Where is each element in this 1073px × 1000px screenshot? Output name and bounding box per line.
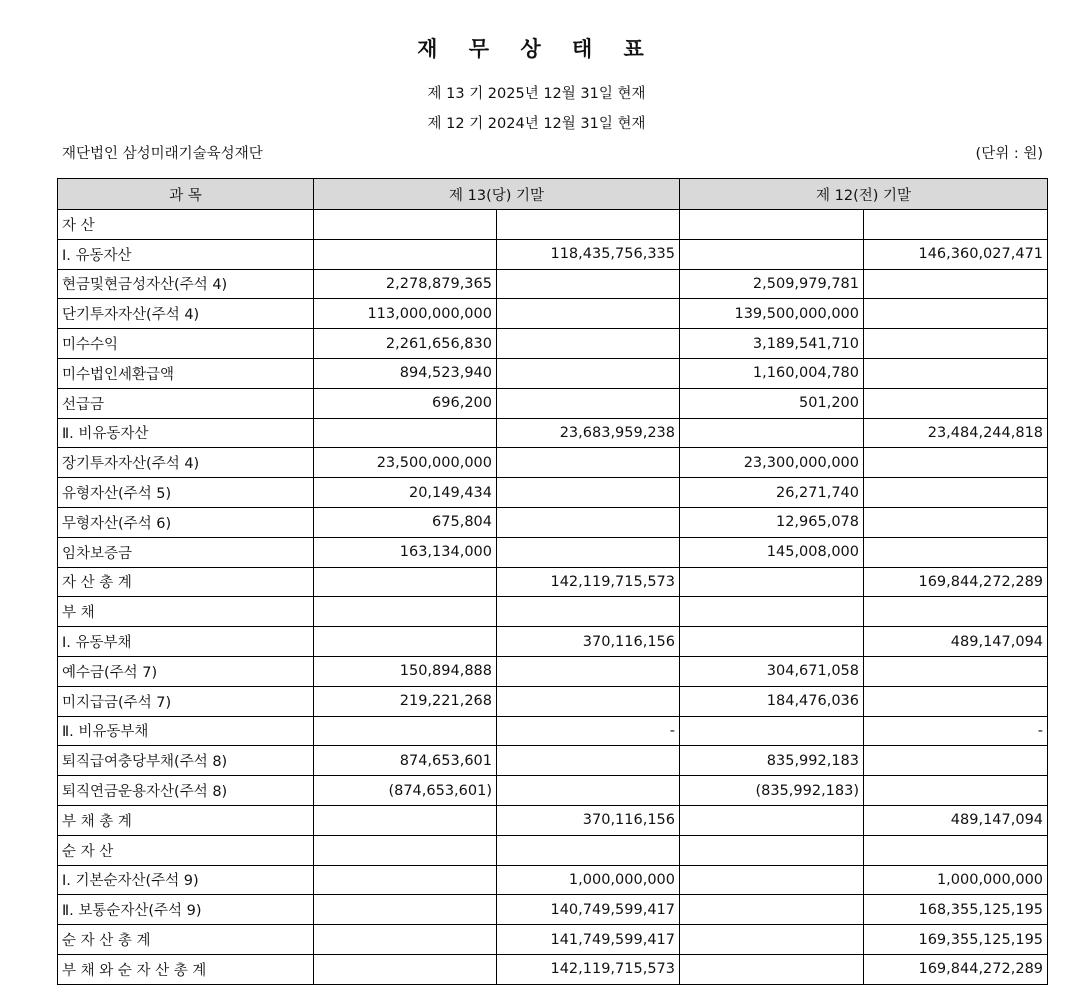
prior-detail-amount: 835,992,183 xyxy=(680,746,864,776)
row-label: 무형자산(주석 6) xyxy=(58,507,314,537)
prior-detail-amount xyxy=(680,865,864,895)
prior-subtotal-amount xyxy=(864,448,1048,478)
table-row xyxy=(58,269,1048,299)
table-row xyxy=(58,448,1048,478)
current-subtotal-amount xyxy=(497,537,680,567)
table-row xyxy=(58,507,1048,537)
row-label: 자 산 xyxy=(58,210,314,240)
prior-detail-amount: 26,271,740 xyxy=(680,478,864,508)
current-detail-amount xyxy=(314,925,497,955)
prior-subtotal-amount: 168,355,125,195 xyxy=(864,895,1048,925)
row-label: 퇴직급여충당부채(주석 8) xyxy=(58,746,314,776)
row-label: 퇴직연금운용자산(주석 8) xyxy=(58,776,314,806)
prior-subtotal-amount: 1,000,000,000 xyxy=(864,865,1048,895)
entity-name: 재단법인 삼성미래기술육성재단 xyxy=(62,146,263,162)
prior-subtotal-amount: 489,147,094 xyxy=(864,805,1048,835)
subject-column-header: 과 목 xyxy=(58,179,314,210)
prior-detail-amount xyxy=(680,835,864,865)
current-subtotal-amount: 140,749,599,417 xyxy=(497,895,680,925)
table-row xyxy=(58,627,1048,657)
table-row xyxy=(58,805,1048,835)
row-label: 미수수익 xyxy=(58,329,314,359)
current-detail-amount: 219,221,268 xyxy=(314,686,497,716)
current-detail-amount: 23,500,000,000 xyxy=(314,448,497,478)
prior-detail-amount: 23,300,000,000 xyxy=(680,448,864,478)
table-row xyxy=(58,716,1048,746)
prior-subtotal-amount xyxy=(864,656,1048,686)
row-label: 부 채 와 순 자 산 총 계 xyxy=(58,954,314,984)
current-period-column-header: 제 13(당) 기말 xyxy=(314,179,680,210)
row-label: 부 채 xyxy=(58,597,314,627)
prior-subtotal-amount xyxy=(864,210,1048,240)
table-row xyxy=(58,418,1048,448)
current-detail-amount: 113,000,000,000 xyxy=(314,299,497,329)
prior-subtotal-amount xyxy=(864,537,1048,567)
current-detail-amount: 675,804 xyxy=(314,507,497,537)
prior-detail-amount: 501,200 xyxy=(680,388,864,418)
prior-subtotal-amount: 169,844,272,289 xyxy=(864,954,1048,984)
prior-detail-amount: 139,500,000,000 xyxy=(680,299,864,329)
prior-subtotal-amount xyxy=(864,835,1048,865)
current-subtotal-amount xyxy=(497,448,680,478)
prior-detail-amount: 12,965,078 xyxy=(680,507,864,537)
current-detail-amount xyxy=(314,716,497,746)
current-subtotal-amount xyxy=(497,597,680,627)
table-row xyxy=(58,746,1048,776)
row-label: 부 채 총 계 xyxy=(58,805,314,835)
prior-subtotal-amount xyxy=(864,686,1048,716)
prior-subtotal-amount: 146,360,027,471 xyxy=(864,239,1048,269)
current-detail-amount: 2,278,879,365 xyxy=(314,269,497,299)
current-detail-amount xyxy=(314,627,497,657)
current-subtotal-amount: 141,749,599,417 xyxy=(497,925,680,955)
current-subtotal-amount xyxy=(497,210,680,240)
prior-period-column-header: 제 12(전) 기말 xyxy=(680,179,1048,210)
prior-subtotal-amount xyxy=(864,329,1048,359)
row-label: 장기투자자산(주석 4) xyxy=(58,448,314,478)
current-detail-amount xyxy=(314,418,497,448)
current-detail-amount xyxy=(314,865,497,895)
prior-detail-amount xyxy=(680,954,864,984)
current-subtotal-amount xyxy=(497,746,680,776)
current-detail-amount: 894,523,940 xyxy=(314,358,497,388)
table-row xyxy=(58,299,1048,329)
row-label: 현금및현금성자산(주석 4) xyxy=(58,269,314,299)
prior-detail-amount xyxy=(680,418,864,448)
table-row xyxy=(58,239,1048,269)
prior-detail-amount xyxy=(680,597,864,627)
table-row xyxy=(58,835,1048,865)
table-row xyxy=(58,358,1048,388)
prior-period: 제 12 기 2024년 12월 31일 현재 xyxy=(427,116,646,132)
prior-detail-amount: 2,509,979,781 xyxy=(680,269,864,299)
prior-subtotal-amount: 489,147,094 xyxy=(864,627,1048,657)
table-row xyxy=(58,388,1048,418)
current-subtotal-amount xyxy=(497,358,680,388)
prior-detail-amount: 3,189,541,710 xyxy=(680,329,864,359)
prior-subtotal-amount xyxy=(864,597,1048,627)
current-subtotal-amount: 1,000,000,000 xyxy=(497,865,680,895)
row-label: 순 자 산 xyxy=(58,835,314,865)
table-row xyxy=(58,925,1048,955)
row-label: 유형자산(주석 5) xyxy=(58,478,314,508)
prior-subtotal-amount: 169,844,272,289 xyxy=(864,567,1048,597)
prior-detail-amount: 184,476,036 xyxy=(680,686,864,716)
current-subtotal-amount xyxy=(497,478,680,508)
prior-detail-amount xyxy=(680,239,864,269)
prior-subtotal-amount xyxy=(864,507,1048,537)
table-row xyxy=(58,597,1048,627)
table-row xyxy=(58,656,1048,686)
row-label: Ⅱ. 보통순자산(주석 9) xyxy=(58,895,314,925)
row-label: 자 산 총 계 xyxy=(58,567,314,597)
current-period: 제 13 기 2025년 12월 31일 현재 xyxy=(427,86,646,102)
table-row xyxy=(58,954,1048,984)
prior-detail-amount: 145,008,000 xyxy=(680,537,864,567)
prior-subtotal-amount xyxy=(864,358,1048,388)
current-detail-amount xyxy=(314,895,497,925)
row-label: 선급금 xyxy=(58,388,314,418)
current-detail-amount xyxy=(314,954,497,984)
table-row xyxy=(58,478,1048,508)
prior-detail-amount xyxy=(680,925,864,955)
current-detail-amount: (874,653,601) xyxy=(314,776,497,806)
prior-subtotal-amount xyxy=(864,388,1048,418)
current-subtotal-amount xyxy=(497,299,680,329)
current-subtotal-amount: 370,116,156 xyxy=(497,627,680,657)
table-row xyxy=(58,776,1048,806)
prior-subtotal-amount: 23,484,244,818 xyxy=(864,418,1048,448)
prior-detail-amount xyxy=(680,805,864,835)
current-subtotal-amount: 118,435,756,335 xyxy=(497,239,680,269)
current-subtotal-amount xyxy=(497,656,680,686)
current-detail-amount xyxy=(314,239,497,269)
prior-detail-amount: 304,671,058 xyxy=(680,656,864,686)
current-subtotal-amount: 142,119,715,573 xyxy=(497,954,680,984)
table-row xyxy=(58,567,1048,597)
current-detail-amount: 874,653,601 xyxy=(314,746,497,776)
current-subtotal-amount xyxy=(497,388,680,418)
prior-subtotal-amount xyxy=(864,299,1048,329)
row-label: Ⅰ. 유동자산 xyxy=(58,239,314,269)
row-label: 예수금(주석 7) xyxy=(58,656,314,686)
current-detail-amount xyxy=(314,805,497,835)
row-label: 임차보증금 xyxy=(58,537,314,567)
prior-subtotal-amount xyxy=(864,478,1048,508)
current-detail-amount xyxy=(314,597,497,627)
prior-detail-amount xyxy=(680,627,864,657)
row-label: Ⅰ. 유동부채 xyxy=(58,627,314,657)
prior-subtotal-amount xyxy=(864,746,1048,776)
current-subtotal-amount xyxy=(497,835,680,865)
table-row xyxy=(58,329,1048,359)
current-subtotal-amount xyxy=(497,269,680,299)
current-subtotal-amount: - xyxy=(497,716,680,746)
current-detail-amount: 20,149,434 xyxy=(314,478,497,508)
row-label: Ⅱ. 비유동부채 xyxy=(58,716,314,746)
current-detail-amount: 2,261,656,830 xyxy=(314,329,497,359)
row-label: 단기투자자산(주석 4) xyxy=(58,299,314,329)
current-subtotal-amount xyxy=(497,329,680,359)
prior-detail-amount xyxy=(680,716,864,746)
current-subtotal-amount: 370,116,156 xyxy=(497,805,680,835)
row-label: 미수법인세환급액 xyxy=(58,358,314,388)
prior-subtotal-amount xyxy=(864,776,1048,806)
statement-title: 재 무 상 태 표 xyxy=(417,37,656,61)
current-detail-amount xyxy=(314,567,497,597)
balance-sheet-table xyxy=(57,178,1048,985)
current-detail-amount: 163,134,000 xyxy=(314,537,497,567)
current-detail-amount: 150,894,888 xyxy=(314,656,497,686)
current-subtotal-amount xyxy=(497,686,680,716)
prior-detail-amount xyxy=(680,895,864,925)
current-detail-amount xyxy=(314,210,497,240)
row-label: 미지급금(주석 7) xyxy=(58,686,314,716)
table-row xyxy=(58,537,1048,567)
current-subtotal-amount xyxy=(497,507,680,537)
prior-detail-amount: 1,160,004,780 xyxy=(680,358,864,388)
current-subtotal-amount xyxy=(497,776,680,806)
table-header-row xyxy=(58,179,1048,210)
current-detail-amount: 696,200 xyxy=(314,388,497,418)
table-row xyxy=(58,210,1048,240)
prior-subtotal-amount: - xyxy=(864,716,1048,746)
prior-subtotal-amount: 169,355,125,195 xyxy=(864,925,1048,955)
row-label: 순 자 산 총 계 xyxy=(58,925,314,955)
prior-subtotal-amount xyxy=(864,269,1048,299)
table-row xyxy=(58,686,1048,716)
prior-detail-amount: (835,992,183) xyxy=(680,776,864,806)
prior-detail-amount xyxy=(680,210,864,240)
prior-detail-amount xyxy=(680,567,864,597)
unit-label: (단위 : 원) xyxy=(975,146,1043,162)
current-detail-amount xyxy=(314,835,497,865)
row-label: Ⅱ. 비유동자산 xyxy=(58,418,314,448)
table-row xyxy=(58,895,1048,925)
table-row xyxy=(58,865,1048,895)
current-subtotal-amount: 142,119,715,573 xyxy=(497,567,680,597)
current-subtotal-amount: 23,683,959,238 xyxy=(497,418,680,448)
row-label: Ⅰ. 기본순자산(주석 9) xyxy=(58,865,314,895)
